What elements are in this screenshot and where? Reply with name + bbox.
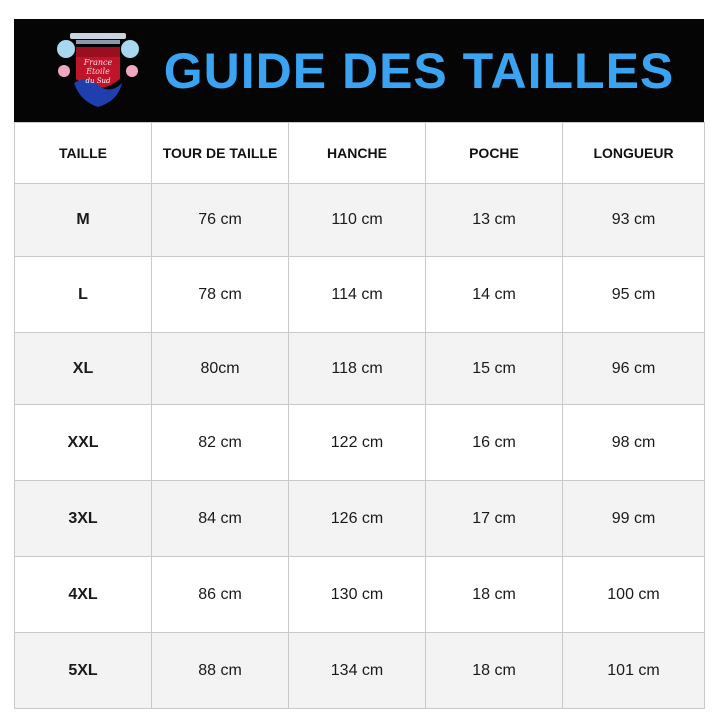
table-row [15,184,705,257]
pocket-cell: 13 cm [426,184,563,257]
length-cell: 99 cm [563,481,705,557]
table-row [15,633,705,709]
pocket-cell: 15 cm [426,333,563,405]
table-row [15,405,705,481]
page-title: GUIDE DES TAILLES [163,42,675,99]
table-row [15,333,705,405]
pocket-cell: 16 cm [426,405,563,481]
hip-cell: 122 cm [289,405,426,481]
waist-cell: 88 cm [152,633,289,709]
column-header: HANCHE [289,123,426,184]
waist-cell: 86 cm [152,557,289,633]
pocket-cell: 18 cm [426,633,563,709]
size-cell: M [15,184,152,257]
length-cell: 98 cm [563,405,705,481]
table-header-row [15,123,705,184]
header-banner [14,19,704,122]
waist-cell: 82 cm [152,405,289,481]
brand-logo-icon [56,27,140,111]
size-cell: XXL [15,405,152,481]
table-row [15,481,705,557]
svg-text:Étoile: Étoile [86,67,110,76]
column-header: POCHE [426,123,563,184]
svg-text:du Sud: du Sud [85,77,111,85]
column-header: TAILLE [15,123,152,184]
size-cell: L [15,257,152,333]
size-cell: 3XL [15,481,152,557]
pocket-cell: 17 cm [426,481,563,557]
table-row [15,557,705,633]
waist-cell: 80cm [152,333,289,405]
waist-cell: 76 cm [152,184,289,257]
hip-cell: 118 cm [289,333,426,405]
column-header: LONGUEUR [563,123,705,184]
waist-cell: 84 cm [152,481,289,557]
length-cell: 93 cm [563,184,705,257]
pocket-cell: 14 cm [426,257,563,333]
hip-cell: 114 cm [289,257,426,333]
size-cell: XL [15,333,152,405]
pocket-cell: 18 cm [426,557,563,633]
size-cell: 4XL [15,557,152,633]
length-cell: 100 cm [563,557,705,633]
hip-cell: 130 cm [289,557,426,633]
size-chart-table [14,122,705,709]
length-cell: 101 cm [563,633,705,709]
hip-cell: 110 cm [289,184,426,257]
column-header: TOUR DE TAILLE [152,123,289,184]
svg-text:France: France [83,58,113,67]
hip-cell: 126 cm [289,481,426,557]
table-row [15,257,705,333]
waist-cell: 78 cm [152,257,289,333]
length-cell: 95 cm [563,257,705,333]
size-cell: 5XL [15,633,152,709]
length-cell: 96 cm [563,333,705,405]
hip-cell: 134 cm [289,633,426,709]
